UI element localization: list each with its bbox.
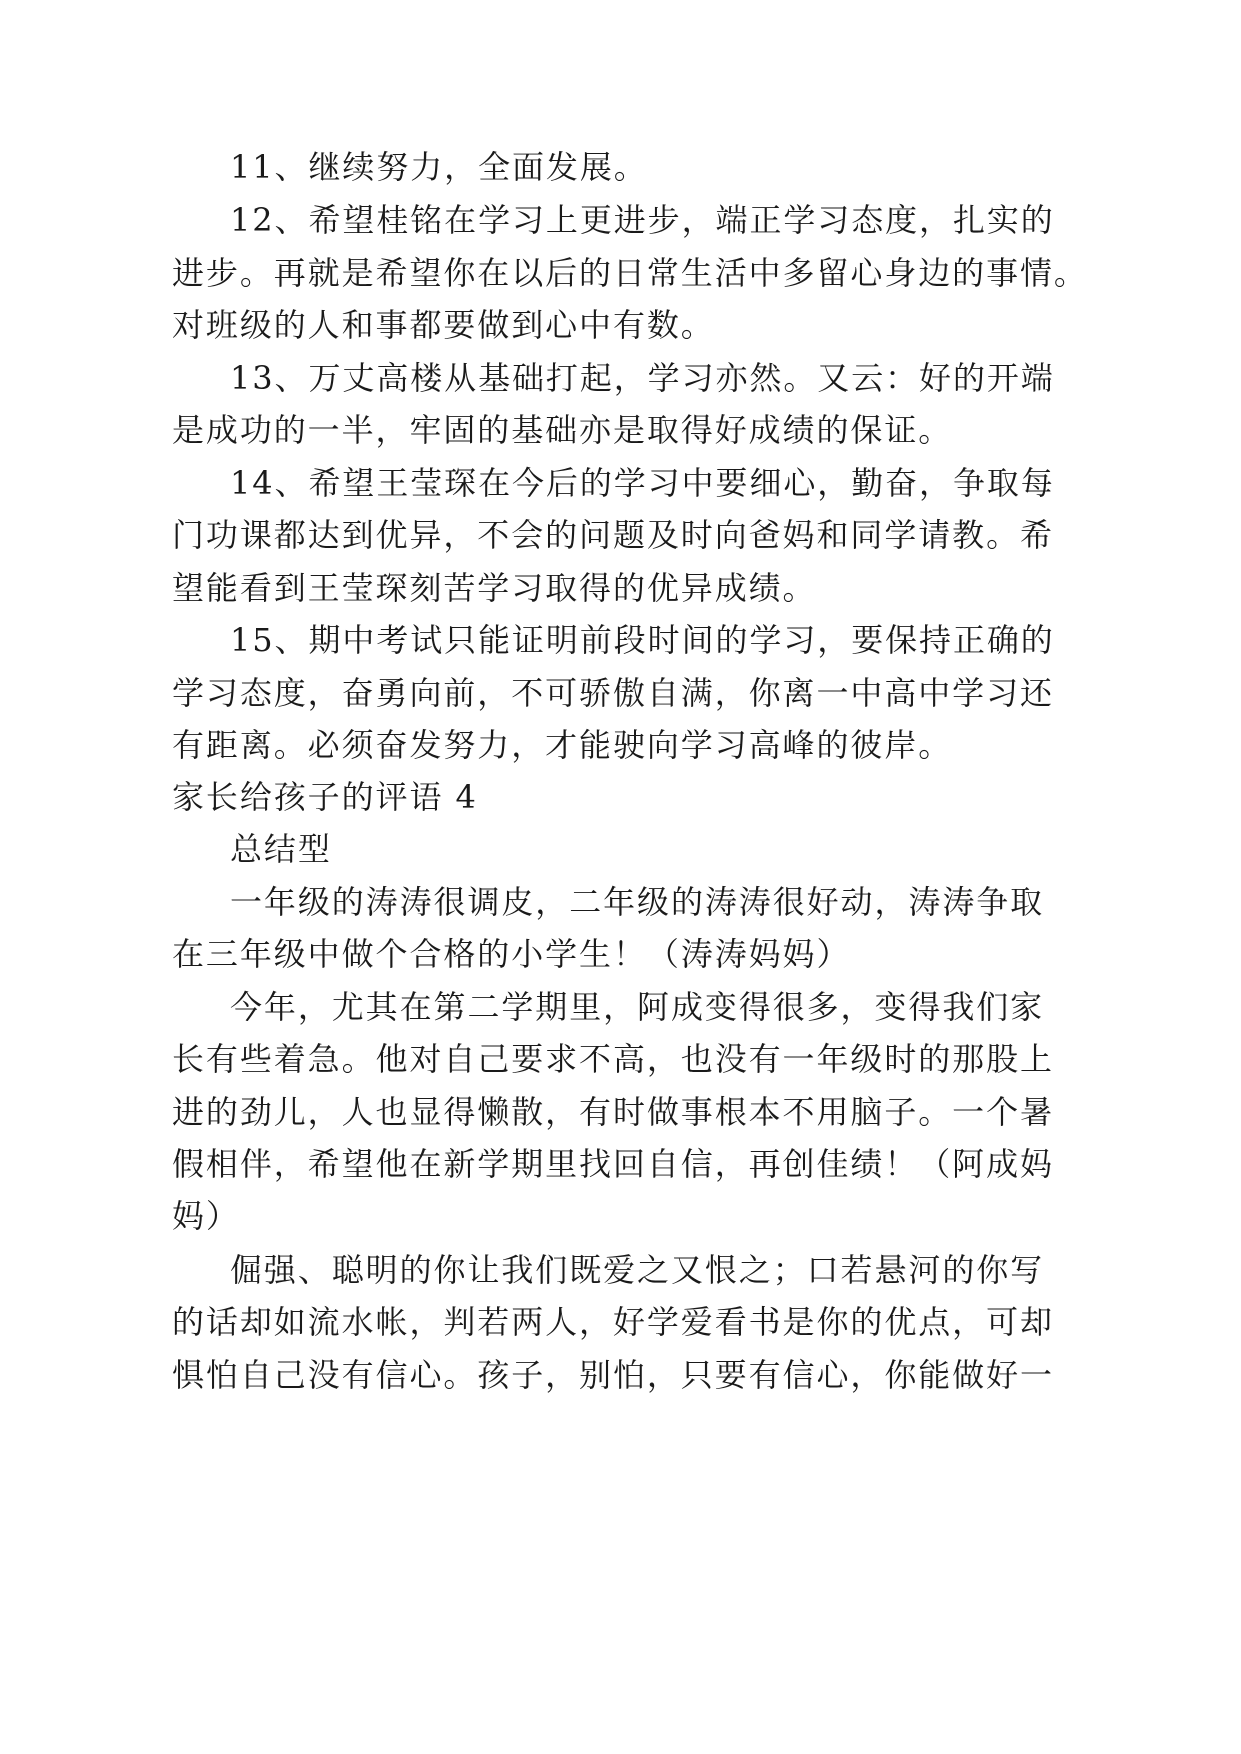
- item-15-line-2: 学习态度，奋勇向前，不可骄傲自满，你离一中高中学习还: [172, 674, 1054, 712]
- paragraph-3-line-1: 倔强、聪明的你让我们既爱之又恨之；口若悬河的你写: [230, 1251, 1045, 1289]
- paragraph-2-line-2: 长有些着急。他对自己要求不高，也没有一年级时的那股上: [172, 1040, 1054, 1078]
- item-13-line-1: 13、万丈高楼从基础打起，学习亦然。又云：好的开端: [230, 359, 1055, 397]
- paragraph-2-line-1: 今年，尤其在第二学期里，阿成变得很多，变得我们家: [230, 988, 1045, 1026]
- paragraph-1-line-1: 一年级的涛涛很调皮，二年级的涛涛很好动，涛涛争取: [230, 883, 1045, 921]
- sub-heading: 总结型: [230, 830, 332, 868]
- paragraph-2-line-3: 进的劲儿，人也显得懒散，有时做事根本不用脑子。一个暑: [172, 1093, 1054, 1131]
- item-14-line-3: 望能看到王莹琛刻苦学习取得的优异成绩。: [172, 569, 817, 607]
- item-12-line-3: 对班级的人和事都要做到心中有数。: [172, 306, 715, 344]
- section-heading: 家长给孩子的评语 4: [172, 778, 478, 816]
- item-11-line-1: 11、继续努力，全面发展。: [230, 148, 648, 186]
- item-14-line-2: 门功课都达到优异，不会的问题及时向爸妈和同学请教。希: [172, 516, 1054, 554]
- item-15-line-1: 15、期中考试只能证明前段时间的学习，要保持正确的: [230, 621, 1055, 659]
- paragraph-2-line-4: 假相伴，希望他在新学期里找回自信，再创佳绩！（阿成妈: [172, 1145, 1054, 1183]
- item-15-line-3: 有距离。必须奋发努力，才能驶向学习高峰的彼岸。: [172, 726, 953, 764]
- item-12-line-1: 12、希望桂铭在学习上更进步，端正学习态度，扎实的: [230, 201, 1055, 239]
- paragraph-2-line-5: 妈）: [172, 1197, 240, 1235]
- paragraph-1-line-2: 在三年级中做个合格的小学生！（涛涛妈妈）: [172, 935, 851, 973]
- item-13-line-2: 是成功的一半，牢固的基础亦是取得好成绩的保证。: [172, 411, 953, 449]
- item-12-line-2: 进步。再就是希望你在以后的日常生活中多留心身边的事情。: [172, 254, 1088, 292]
- paragraph-3-line-2: 的话却如流水帐，判若两人，好学爱看书是你的优点，可却: [172, 1303, 1054, 1341]
- item-14-line-1: 14、希望王莹琛在今后的学习中要细心，勤奋，争取每: [230, 464, 1055, 502]
- paragraph-3-line-3: 惧怕自己没有信心。孩子，别怕，只要有信心，你能做好一: [172, 1356, 1054, 1394]
